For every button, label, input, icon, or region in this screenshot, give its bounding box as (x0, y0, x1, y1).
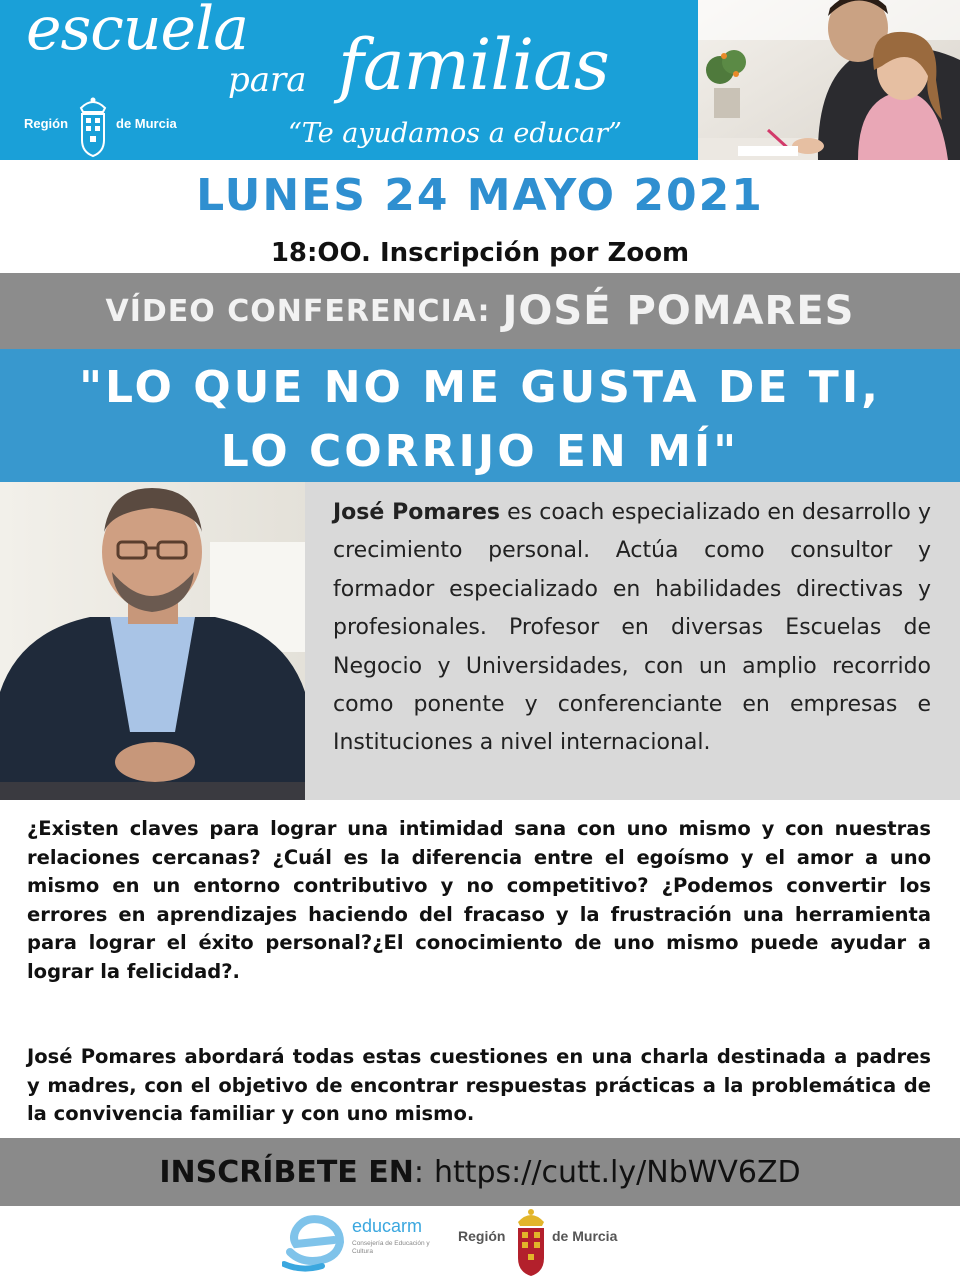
brand-familias: familias (338, 24, 609, 106)
talk-title-line-2: LO CORRIJO EN MÍ" (220, 426, 740, 477)
crest-icon (76, 94, 110, 158)
region-footer-right-text: de Murcia (552, 1228, 618, 1244)
educarm-logo (282, 1212, 442, 1272)
bio-speaker-name: José Pomares (333, 500, 500, 525)
region-footer-left-text: Región (458, 1228, 506, 1244)
speaker-bio (333, 494, 931, 763)
educarm-e-icon (282, 1212, 348, 1272)
talk-questions: ¿Existen claves para lograr una intimidad sana con uno mismo y con nuestras relaciones cercanas? ¿Cuál es la diferencia entre el egoísmo y el amor a uno mismo en un entorno contributivo y no competitivo? ¿Podemos convertir los errores en aprendizajes haciendo del fracaso y la frustración una herramienta para lograr el éxito personal?¿El conocimiento de uno mismo puede ayudar a lograr la felicidad?. (27, 817, 931, 983)
conference-bar (0, 273, 960, 349)
event-date: LUNES 24 MAYO 2021 (196, 170, 764, 221)
event-time: 18:OO. Inscripción por Zoom (270, 238, 690, 268)
crest-icon (512, 1206, 550, 1278)
conference-label: VÍDEO CONFERENCIA: (105, 293, 491, 329)
educarm-subtitle: Consejería de Educación y Cultura (352, 1240, 430, 1255)
signup-link[interactable]: https://cutt.ly/NbWV6ZD (433, 1154, 801, 1190)
brand-para: para (228, 60, 307, 100)
educarm-name: educarm (352, 1216, 423, 1236)
family-photo (698, 0, 960, 160)
region-logo-left-text: Región (24, 116, 69, 131)
talk-title-line-1: "LO QUE NO ME GUSTA DE TI, (79, 362, 881, 413)
region-murcia-logo (24, 94, 184, 160)
speaker-name: JOSÉ POMARES (502, 288, 855, 334)
header-banner (0, 0, 960, 160)
bio-text: es coach especializado en desarrollo y crecimiento personal. Actúa como consultor y formador especializado en habilidades directivas y profesionales. Profesor en diversas Escuelas de Negocio y Universidades, con un amplio recorrido como ponente y conferenciante en empresas e Instituciones a nivel internacional. (333, 500, 931, 756)
brand-tagline: “Te ayudamos a educar” (288, 118, 622, 149)
region-logo-right-text: de Murcia (116, 116, 177, 131)
region-murcia-footer-logo (458, 1206, 638, 1278)
signup-separator: : (413, 1154, 424, 1190)
speaker-portrait (0, 482, 305, 800)
signup-label: INSCRÍBETE EN (159, 1154, 414, 1190)
signup-bar (0, 1138, 960, 1206)
talk-summary: José Pomares abordará todas estas cuestiones en una charla destinada a padres y madres, con el objetivo de encontrar respuestas prácticas a la problemática de la convivencia familiar y con uno mismo. (27, 1045, 931, 1126)
brand-escuela: escuela (26, 0, 249, 64)
